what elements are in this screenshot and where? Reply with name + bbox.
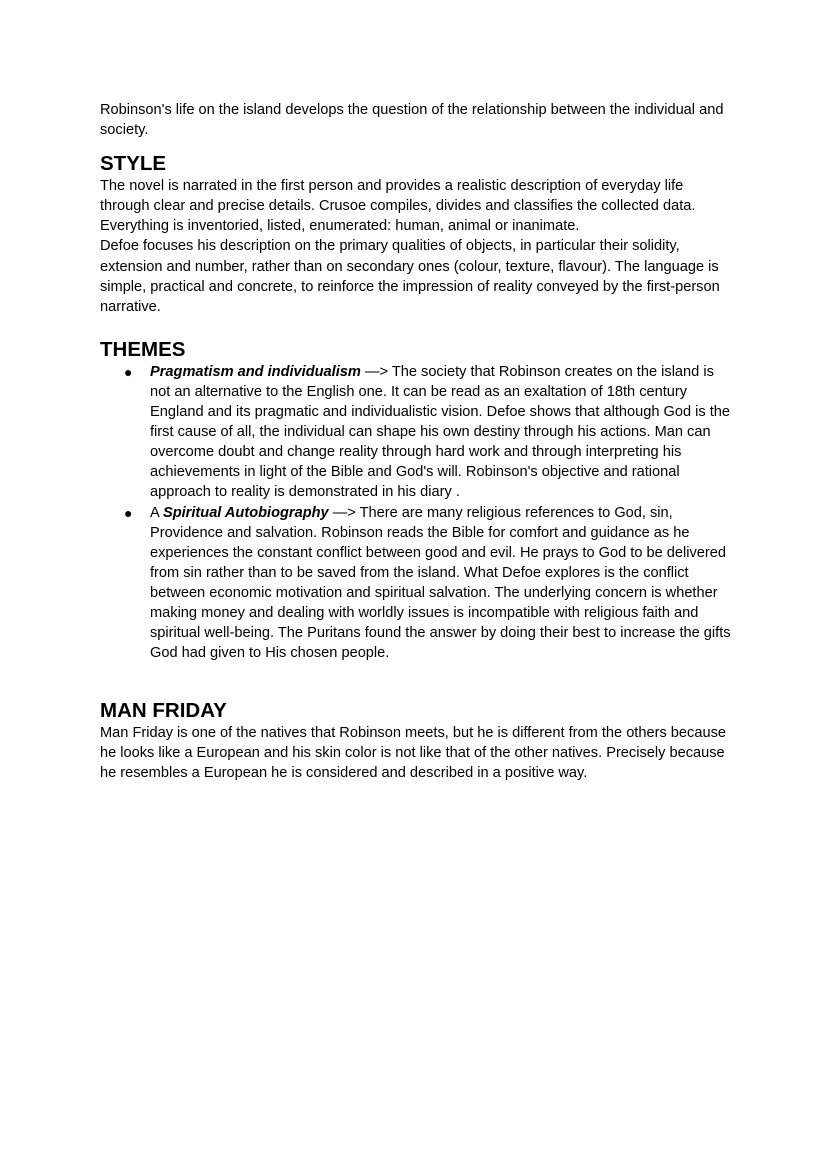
theme-text: —> There are many religious references to God, sin, Providence and salvation. Robinson reads the Bible for comfort and guidance as he experiences the constant conflict between good and evil. He prays to God to be delivered from sin rather than to be saved from the island. What Defoe explores is the conflict between economic motivation and spiritual salvation. The underlying concern is whether making money and dealing with worldly issues is incompatible with religious faith and spiritual well-being. The Puritans found the answer by doing their best to increase the gifts God had given to His chosen people. [150, 504, 731, 662]
man-friday-paragraph: Man Friday is one of the natives that Robinson meets, but he is different from the others because he looks like a European and his skin color is not like that of the other natives. Precisely because he resembles a European he is considered and described in a positive way. [100, 725, 726, 782]
theme-title: Spiritual Autobiography [162, 504, 329, 521]
theme-prefix: A [150, 504, 163, 521]
style-heading: STYLE [100, 152, 167, 176]
intro-paragraph: Robinson's life on the island develops the question of the relationship between the individual and society. [100, 102, 724, 139]
theme-title: Pragmatism and individualism [150, 363, 361, 380]
bullet-icon: ● [124, 504, 133, 521]
theme-text: —> The society that Robinson creates on the island is not an alternative to the English one. It can be read as an exaltation of 18th century England and its pragmatic and individualistic vision. Defoe shows that although God is the first cause of all, the individual can shape his own destiny through his actions. Man can overcome doubt and change reality through hard work and through interpreting his achievements in light of the Bible and God's will. Robinson's objective and rational approach to reality is demonstrated in his diary . [150, 363, 731, 501]
style-paragraph-1: The novel is narrated in the first person and provides a realistic description of everyday life through clear and precise details. Crusoe compiles, divides and classifies the collected data. Everything is inventoried, listed, enumerated: human, animal or inanimate. [100, 178, 696, 235]
theme-item [124, 362, 732, 503]
themes-list [100, 362, 732, 663]
theme-item [124, 503, 732, 664]
style-paragraph-2: Defoe focuses his description on the primary qualities of objects, in particular their solidity, extension and number, rather than on secondary ones (colour, texture, flavour). The language is simple, practical and concrete, to reinforce the impression of reality conveyed by the first-person narrative. [100, 238, 720, 315]
bullet-icon: ● [124, 363, 133, 380]
themes-heading: THEMES [100, 337, 186, 361]
man-friday-heading: MAN FRIDAY [100, 699, 227, 723]
